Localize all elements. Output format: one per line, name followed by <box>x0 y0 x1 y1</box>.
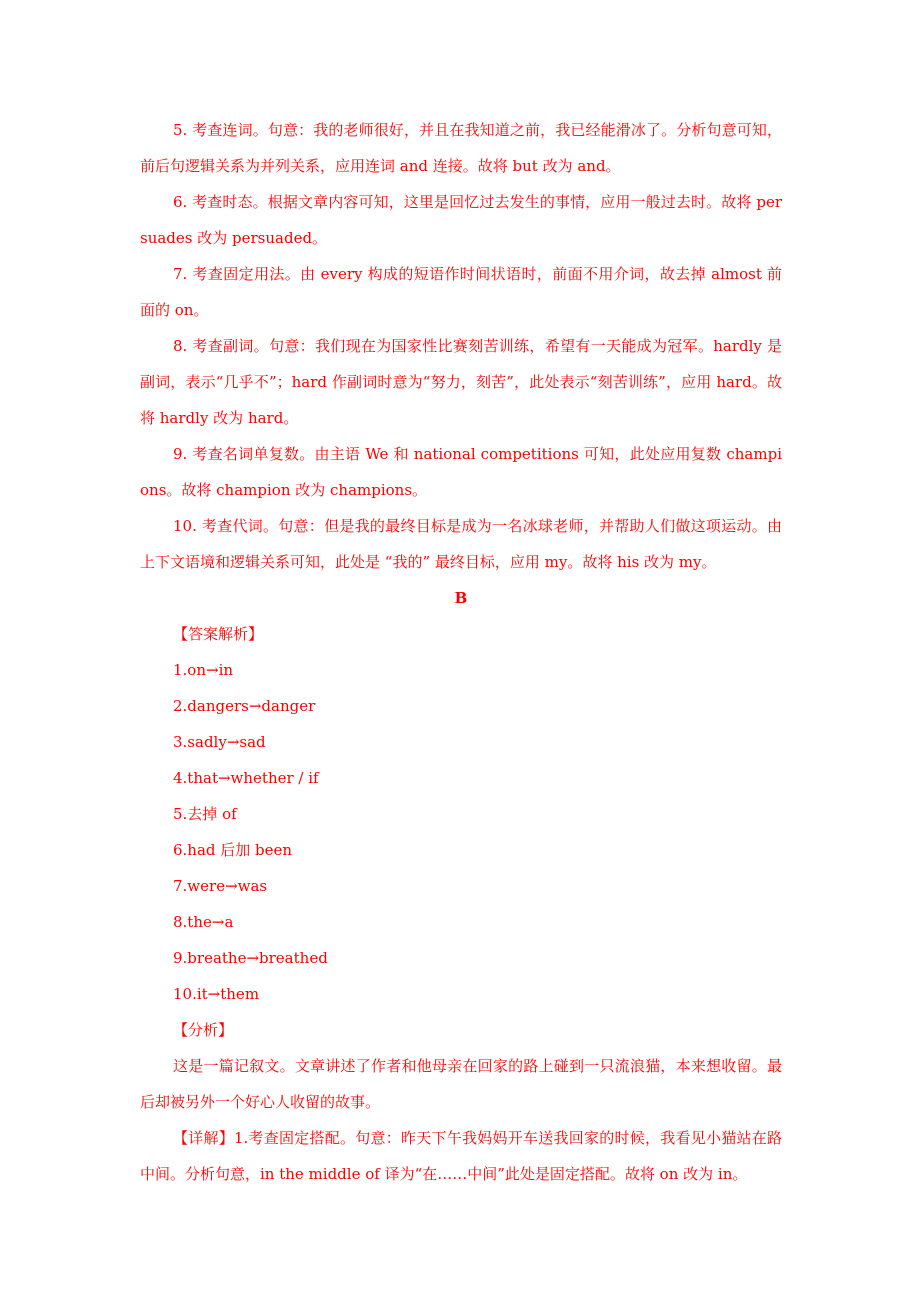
explanation-item-7: 7. 考查固定用法。由 every 构成的短语作时间状语时，前面不用介词，故去掉 almost 前面的 on。 <box>140 265 782 319</box>
answer-item-7: 7.were→was <box>173 877 268 895</box>
answer-item-6: 6.had 后加 been <box>173 841 293 859</box>
answer-item-10: 10.it→them <box>173 985 260 1003</box>
explanation-item-5: 5. 考查连词。句意：我的老师很好，并且在我知道之前，我已经能滑冰了。分析句意可知，前后句逻辑关系为并列关系，应用连词 and 连接。故将 but 改为 and。 <box>140 121 782 175</box>
section-heading-b: B <box>454 589 468 607</box>
answer-item-1: 1.on→in <box>173 661 234 679</box>
answer-item-4: 4.that→whether / if <box>173 769 319 787</box>
analysis-paragraph: 这是一篇记叙文。文章讲述了作者和他母亲在回家的路上碰到一只流浪猫，本来想收留。最后却被另外一个好心人收留的故事。 <box>140 1057 782 1111</box>
answer-label: 【答案解析】 <box>173 625 264 643</box>
answer-item-8: 8.the→a <box>173 913 234 931</box>
explanation-item-6: 6. 考查时态。根据文章内容可知，这里是回忆过去发生的事情，应用一般过去时。故将 persuades 改为 persuaded。 <box>140 193 782 247</box>
explanation-item-8: 8. 考查副词。句意：我们现在为国家性比赛刻苦训练，希望有一天能成为冠军。hardly 是副词，表示“几乎不”；hard 作副词时意为“努力，刻苦”，此处表示“刻苦训练”，应用 hard。故将 hardly 改为 hard。 <box>140 337 782 427</box>
answer-item-3: 3.sadly→sad <box>173 733 266 751</box>
answer-item-9: 9.breathe→breathed <box>173 949 328 967</box>
detail-paragraph: 【详解】1.考查固定搭配。句意：昨天下午我妈妈开车送我回家的时候，我看见小猫站在路中间。分析句意，in the middle of 译为“在……中间”此处是固定搭配。故将 on 改为 in。 <box>140 1129 782 1183</box>
analysis-label: 【分析】 <box>173 1021 234 1039</box>
document-page <box>140 112 782 1192</box>
answer-item-5: 5.去掉 of <box>173 805 237 823</box>
explanation-item-9: 9. 考查名词单复数。由主语 We 和 national competitions 可知，此处应用复数 champions。故将 champion 改为 champions。 <box>140 445 782 499</box>
answer-item-2: 2.dangers→danger <box>173 697 316 715</box>
explanation-item-10: 10. 考查代词。句意：但是我的最终目标是成为一名冰球老师，并帮助人们做这项运动。由上下文语境和逻辑关系可知，此处是 “我的” 最终目标，应用 my。故将 his 改为 my。 <box>140 517 782 571</box>
